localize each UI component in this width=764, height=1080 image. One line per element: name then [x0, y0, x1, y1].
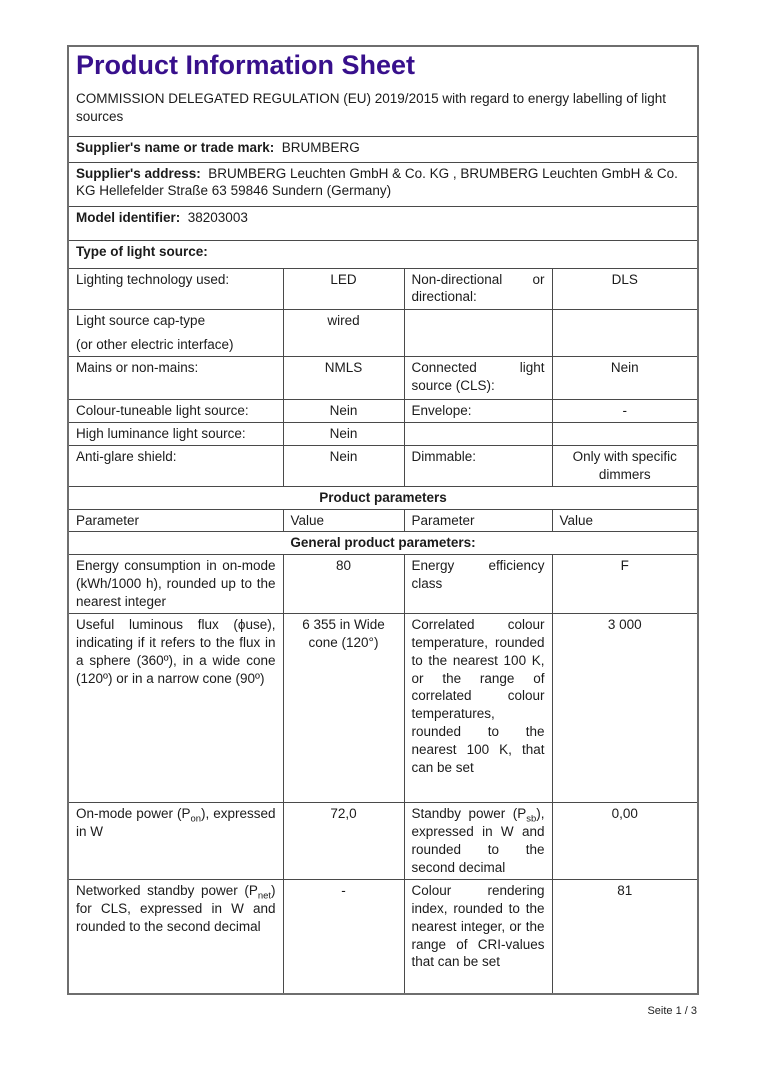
param-cell: Lighting technology used: — [68, 268, 283, 309]
value-cell: F — [552, 555, 698, 614]
column-header: Value — [552, 509, 698, 532]
supplier-address-row — [68, 162, 698, 206]
supplier-name-label: Supplier's name or trade mark: — [76, 139, 275, 155]
param-cell: Non-directional or directional: — [404, 268, 552, 309]
value-cell: Nein — [283, 445, 404, 486]
value-cell: - — [552, 400, 698, 423]
value-cell: 3 000 — [552, 614, 698, 803]
value-cell: 0,00 — [552, 803, 698, 880]
supplier-name-row — [68, 136, 698, 162]
value-cell: - — [283, 880, 404, 994]
param-cell: Mains or non-mains: — [68, 357, 283, 400]
supplier-address-value: BRUMBERG Leuchten GmbH & Co. KG , BRUMBERG Leuchten GmbH & Co. KG Hellefelder Straße 63 59846 Sundern (Germany) — [76, 165, 678, 199]
column-header: Parameter — [68, 509, 283, 532]
table-row — [68, 880, 698, 994]
table-row — [68, 309, 698, 357]
general-product-parameters-heading: General product parameters: — [68, 532, 698, 555]
value-cell: Nein — [552, 357, 698, 400]
value-cell: DLS — [552, 268, 698, 309]
column-header: Parameter — [404, 509, 552, 532]
product-parameters-heading: Product parameters — [68, 486, 698, 509]
product-info-sheet — [67, 45, 699, 995]
value-cell: wired — [283, 309, 404, 357]
param-cell: Energy efficiency class — [404, 555, 552, 614]
param-cell: Colour rendering index, rounded to the nearest integer, or the range of CRI-values that can be set — [404, 880, 552, 994]
supplier-name-value: BRUMBERG — [281, 139, 360, 155]
param-cell: Correlated colour temperature, rounded to the nearest 100 K, or the range of correlated colour temperatures, rounded to the nearest 100 K, that can be set — [404, 614, 552, 803]
column-header: Value — [283, 509, 404, 532]
param-cell — [404, 309, 552, 357]
param-line-1: Light source cap-type — [76, 312, 206, 328]
value-cell: NMLS — [283, 357, 404, 400]
value-cell: 72,0 — [283, 803, 404, 880]
column-header-row — [68, 509, 698, 532]
table-row — [68, 803, 698, 880]
param-cell: Energy consumption in on-mode (kWh/1000 h), rounded up to the nearest integer — [68, 555, 283, 614]
table-row — [68, 400, 698, 423]
value-cell — [552, 309, 698, 357]
table-row — [68, 357, 698, 400]
param-line-2: (or other electric interface) — [76, 337, 234, 353]
value-cell: Nein — [283, 422, 404, 445]
param-cell: Connected light source (CLS): — [404, 357, 552, 400]
param-cell: Useful luminous flux (ϕuse), indicating if it refers to the flux in a sphere (360º), in a wide cone (120º) or in a narrow cone (90º) — [68, 614, 283, 803]
table-row — [68, 422, 698, 445]
page-subtitle: COMMISSION DELEGATED REGULATION (EU) 2019/2015 with regard to energy labelling of light sources — [76, 90, 666, 124]
table-row — [68, 445, 698, 486]
model-identifier-value: 38203003 — [187, 209, 248, 225]
model-identifier-label: Model identifier: — [76, 209, 181, 225]
type-of-light-source-heading: Type of light source: — [68, 240, 698, 268]
param-cell: Networked standby power $(P_{net})$ for CLS, expressed in W and rounded to the second decimal — [68, 880, 283, 994]
supplier-address-label: Supplier's address: — [76, 165, 201, 181]
value-cell: 6 355 in Wide cone (120°) — [283, 614, 404, 803]
table-row — [68, 614, 698, 803]
value-cell — [552, 422, 698, 445]
param-cell: On-mode power $(P_{on})$, expressed in W — [68, 803, 283, 880]
table-row — [68, 555, 698, 614]
title-block — [68, 46, 698, 136]
value-cell: Nein — [283, 400, 404, 423]
value-cell: LED — [283, 268, 404, 309]
param-cell: Colour-tuneable light source: — [68, 400, 283, 423]
model-identifier-row — [68, 206, 698, 240]
page-number: Seite 1 / 3 — [647, 1005, 697, 1017]
value-cell: 81 — [552, 880, 698, 994]
page-title: Product Information Sheet — [76, 50, 416, 80]
param-cell: High luminance light source: — [68, 422, 283, 445]
param-cell: Envelope: — [404, 400, 552, 423]
value-cell: 80 — [283, 555, 404, 614]
param-cell: Dimmable: — [404, 445, 552, 486]
value-cell: Only with specific dimmers — [552, 445, 698, 486]
param-cell — [404, 422, 552, 445]
param-cell — [68, 309, 283, 357]
param-cell: Standby power $(P_{sb})$, expressed in W and rounded to the second decimal — [404, 803, 552, 880]
param-cell: Anti-glare shield: — [68, 445, 283, 486]
table-row — [68, 268, 698, 309]
